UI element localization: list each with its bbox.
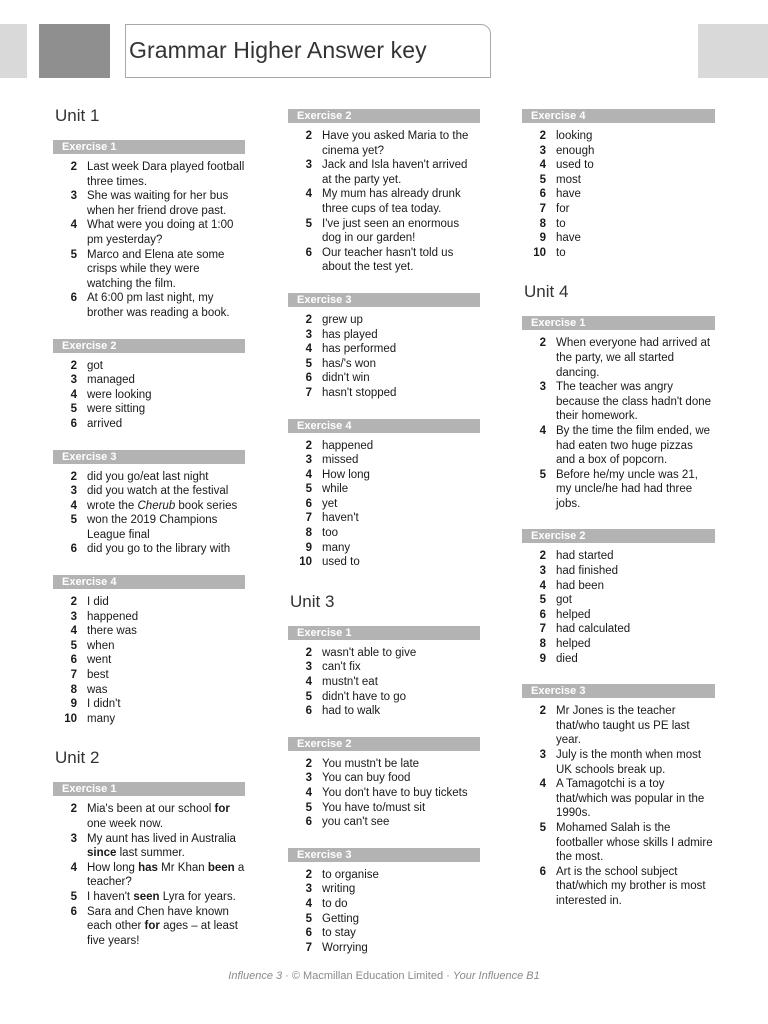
answer-item: 5 Getting <box>305 912 360 925</box>
answer-item: 7 haven't <box>305 512 359 525</box>
answer-item: 3 Jack and Isla haven't arrived at the party yet. <box>305 159 468 186</box>
answer-item: 8 helped <box>539 638 591 651</box>
answer-item: 5 I haven't seen Lyra for years. <box>70 890 236 903</box>
exercise-block <box>53 575 245 726</box>
answer-item: 2 I did <box>70 596 109 609</box>
exercise-block <box>288 109 480 275</box>
unit-heading: Unit 1 <box>55 106 100 125</box>
exercise-title: Exercise 3 <box>288 848 480 862</box>
answer-item: 2 Mia's been at our school for one week now. <box>70 803 230 830</box>
exercise-block <box>522 529 715 666</box>
answer-item: 5 were sitting <box>70 403 146 416</box>
answer-item: 3 You can buy food <box>305 772 411 785</box>
answer-item: 10 to <box>533 246 566 259</box>
column-2 <box>288 109 480 973</box>
answer-item: 2 You mustn't be late <box>305 757 420 770</box>
answer-item: 4 How long <box>305 468 370 481</box>
header-tab-left <box>0 24 27 78</box>
answer-item: 6 helped <box>539 608 591 621</box>
exercise-title: Exercise 4 <box>53 575 245 589</box>
answer-item: 2 looking <box>539 130 593 142</box>
answer-item: 4 By the time the film ended, we had eaten two huge pizzas and a box of popcorn. <box>539 424 711 467</box>
page-footer: Influence 3 · © Macmillan Education Limited · Your Influence B1 <box>228 970 540 982</box>
header-tab-gray <box>39 24 110 78</box>
answer-item: 4 My mum has already drunk three cups of tea today. <box>305 188 461 215</box>
answer-item: 3 happened <box>70 610 139 623</box>
answer-item: 2 When everyone had arrived at the party, we all started dancing. <box>539 337 711 379</box>
answer-item: 3 She was waiting for her bus when her friend drove past. <box>70 190 229 217</box>
answer-item: 5 has/'s won <box>305 357 376 370</box>
answer-item: 3 has played <box>305 328 378 341</box>
exercise-block <box>288 626 480 719</box>
answer-item: 5 while <box>305 483 349 496</box>
answer-item: 9 I didn't <box>70 698 121 711</box>
answer-item: 5 I've just seen an enormous dog in our garden! <box>305 217 460 245</box>
answer-item: 6 arrived <box>70 417 123 430</box>
answer-item: 6 to stay <box>305 927 356 940</box>
answer-item: 4 mustn't eat <box>305 676 378 689</box>
answer-item: 2 Have you asked Maria to the cinema yet? <box>305 130 469 157</box>
answer-item: 4 used to <box>539 159 594 172</box>
unit-heading: Unit 2 <box>55 748 100 768</box>
answer-item: 7 for <box>539 202 570 215</box>
answer-item: 5 Before he/my uncle was 21, my uncle/he had had three jobs. <box>539 468 698 510</box>
answer-item: 2 got <box>70 359 103 372</box>
answer-item: 8 was <box>70 683 108 696</box>
answer-item: 3 writing <box>305 883 356 896</box>
answer-item: 10 many <box>64 712 116 725</box>
answer-item: 5 most <box>539 173 581 186</box>
answer-item: 9 have <box>539 232 581 245</box>
answer-item: 5 won the 2019 Champions League final <box>70 514 218 541</box>
answer-item: 4 A Tamagotchi is a toy that/which was popular in the 1990s. <box>539 778 705 820</box>
answer-item: 6 had to walk <box>305 705 381 718</box>
exercise-title: Exercise 1 <box>522 316 715 330</box>
answer-item: 4 were looking <box>70 388 152 401</box>
exercise-block <box>522 316 715 511</box>
exercise-block <box>522 109 715 260</box>
exercise-block <box>288 737 480 830</box>
exercise-block <box>53 782 245 948</box>
answer-item: 3 The teacher was angry because the class hadn't done their homework. <box>539 381 712 423</box>
exercise-title: Exercise 1 <box>53 782 245 796</box>
exercise-title: Exercise 2 <box>288 737 480 751</box>
answer-item: 4 has performed <box>305 343 397 356</box>
answer-item: 4 to do <box>305 897 348 910</box>
unit-heading: Unit 3 <box>290 591 335 611</box>
answer-item: 3 July is the month when most UK schools break up. <box>539 749 702 776</box>
answer-item: 5 didn't have to go <box>305 690 407 703</box>
answer-item: 3 My aunt has lived in Australia since last summer. <box>70 832 236 860</box>
answer-item: 2 had started <box>539 550 614 563</box>
exercise-title: Exercise 3 <box>53 450 245 464</box>
exercise-block <box>53 450 245 558</box>
answer-item: 6 yet <box>305 497 338 510</box>
answer-item: 4 How long has Mr Khan been a teacher? <box>70 861 245 889</box>
exercise-title: Exercise 2 <box>53 339 245 353</box>
exercise-block <box>288 293 480 401</box>
exercise-block <box>288 419 480 570</box>
exercise-title: Exercise 3 <box>522 684 715 698</box>
exercise-title: Exercise 4 <box>288 419 480 433</box>
answer-item: 2 Mr Jones is the teacher that/who taught us PE last year. <box>539 705 690 747</box>
answer-item: 4 had been <box>539 579 604 592</box>
exercise-title: Exercise 2 <box>522 529 715 543</box>
page-title: Grammar Higher Answer key <box>129 37 427 63</box>
answer-item: 7 had calculated <box>539 623 631 636</box>
exercise-title: Exercise 1 <box>288 626 480 640</box>
answer-item: 3 can't fix <box>305 661 361 674</box>
answer-item: 2 grew up <box>305 313 363 326</box>
header-tab-right <box>698 24 768 78</box>
answer-item: 6 did you go to the library with <box>70 543 231 556</box>
answer-item: 3 managed <box>70 374 135 387</box>
answer-item: 8 to <box>539 217 566 230</box>
answer-item: 9 many <box>305 541 351 554</box>
column-1 <box>53 106 245 966</box>
exercise-block <box>288 848 480 956</box>
answer-item: 6 didn't win <box>305 372 370 385</box>
answer-item: 2 did you go/eat last night <box>70 470 209 483</box>
answer-item: 5 Marco and Elena ate some crisps while they were watching the film. <box>70 248 225 290</box>
answer-item: 6 you can't see <box>305 816 390 829</box>
answer-item: 3 enough <box>539 144 595 157</box>
column-3 <box>522 109 715 927</box>
answer-item: 5 Mohamed Salah is the footballer whose skills I admire the most. <box>539 821 713 864</box>
exercise-title: Exercise 1 <box>53 140 245 154</box>
answer-item: 5 got <box>539 594 572 607</box>
answer-item: 6 Art is the school subject that/which my brother is most interested in. <box>539 865 706 907</box>
answer-item: 7 best <box>70 669 109 682</box>
exercise-title: Exercise 2 <box>288 109 480 123</box>
exercise-block <box>53 339 245 432</box>
answer-item: 6 have <box>539 188 581 201</box>
answer-item: 2 happened <box>305 439 374 452</box>
answer-item: 7 hasn't stopped <box>305 386 397 399</box>
answer-item: 5 when <box>70 639 115 652</box>
answer-item: 4 wrote the Cherub book series <box>70 499 238 512</box>
exercise-title: Exercise 4 <box>522 109 715 123</box>
answer-item: 10 used to <box>299 556 360 569</box>
answer-item: 3 missed <box>305 454 359 467</box>
answer-item: 3 had finished <box>539 565 619 578</box>
answer-item: 9 died <box>539 652 578 665</box>
answer-item: 5 You have to/must sit <box>305 801 426 814</box>
answer-item: 8 too <box>305 527 338 540</box>
answer-item: 4 You don't have to buy tickets <box>305 787 468 799</box>
answer-item: 6 Sara and Chen have known each other for ages – at least five years! <box>70 905 238 947</box>
answer-item: 2 to organise <box>305 868 379 881</box>
answer-item: 6 went <box>70 654 112 667</box>
answer-item: 7 Worrying <box>305 941 368 954</box>
answer-item: 3 did you watch at the festival <box>70 485 229 498</box>
answer-item: 6 Our teacher hasn't told us about the test yet. <box>305 246 454 274</box>
exercise-title: Exercise 3 <box>288 293 480 307</box>
unit-heading: Unit 4 <box>524 282 569 302</box>
answer-item: 4 What were you doing at 1:00 pm yesterday? <box>70 219 234 246</box>
answer-item: 2 wasn't able to give <box>305 646 417 659</box>
answer-item: 4 there was <box>70 625 137 638</box>
answer-item: 6 At 6:00 pm last night, my brother was reading a book. <box>70 292 230 319</box>
exercise-block <box>53 140 245 321</box>
exercise-block <box>522 684 715 908</box>
answer-item: 2 Last week Dara played football three times. <box>70 161 245 188</box>
